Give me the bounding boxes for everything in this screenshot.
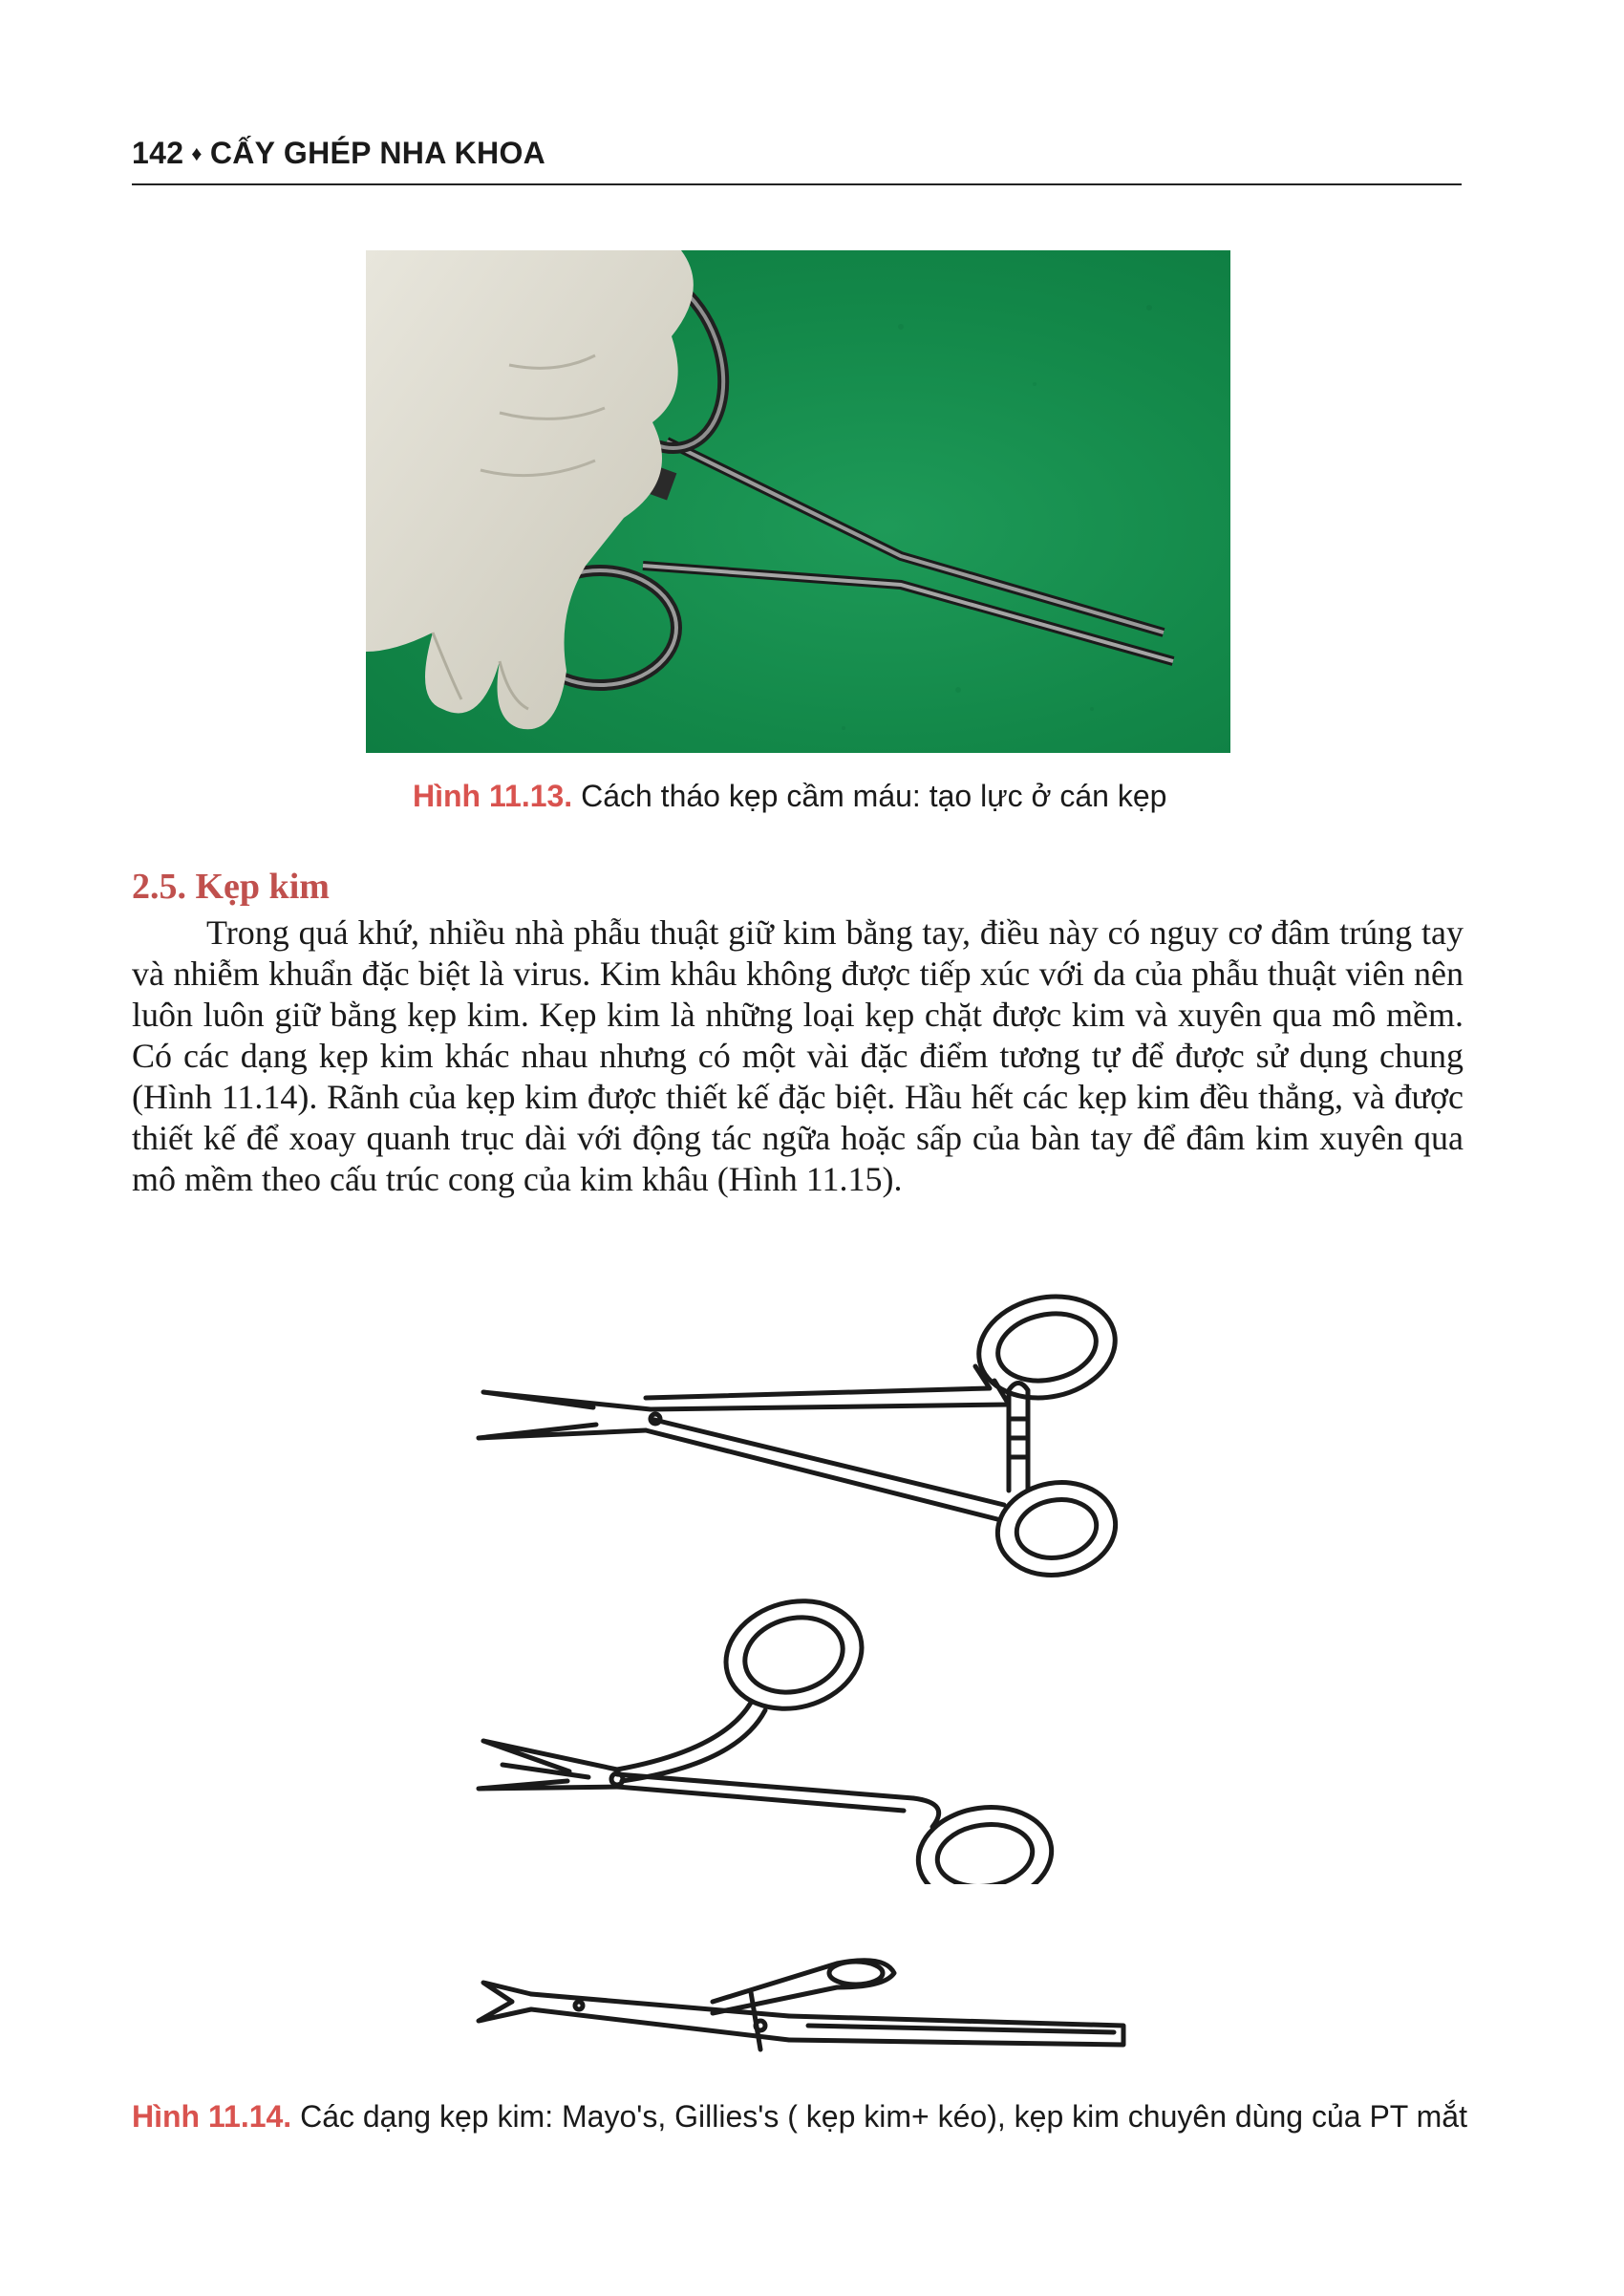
gillies-needle-holder-drawing [474,1598,1066,1884]
mayo-needle-holder-drawing [474,1285,1123,1600]
ophthalmic-needle-holder-drawing [474,1935,1143,2078]
figure-caption-text: Các dạng kẹp kim: Mayo's, Gillies's ( kẹp kim+ kéo), kẹp kim chuyên dùng của PT mắt [291,2099,1467,2134]
page-number: 142 [132,136,184,170]
header-rule [132,183,1462,185]
figure-caption-11-13 [413,779,1166,814]
figure-caption-11-14 [132,2097,1469,2135]
running-header [132,136,545,171]
diamond-separator-icon: ♦ [191,141,203,165]
figure-label: Hình 11.13. [413,779,573,813]
hand-holding-hemostat-photo [366,250,1230,753]
figure-label: Hình 11.14. [132,2099,292,2134]
body-paragraph: Trong quá khứ, nhiều nhà phẫu thuật giữ kim bằng tay, điều này có nguy cơ đâm trúng tay và nhiễm khuẩn đặc biệt là virus. Kim khâu không được tiếp xúc với da của phẫu thuật viên nên luôn luôn giữ bằng kẹp kim. Kẹp kim là những loại kẹp chặt được kim và xuyên qua mô mềm. Có các dạng kẹp kim khác nhau nhưng có một vài đặc điểm tương tự để được sử dụng chung (Hình 11.14). Rãnh của kẹp kim được thiết kế đặc biệt. Hầu hết các kẹp kim đều thẳng, và được thiết kế để xoay quanh trục dài với động tác ngữa hoặc sấp của bàn tay để đâm kim xuyên qua mô mềm theo cấu trúc cong của kim khâu (Hình 11.15). [132,913,1464,1198]
figure-caption-text: Cách tháo kẹp cầm máu: tạo lực ở cán kẹp [572,779,1167,813]
book-title: CẤY GHÉP NHA KHOA [209,136,546,170]
section-title: 2.5. Kẹp kim [132,867,330,907]
hemostat-photo-illustration [366,250,1230,753]
